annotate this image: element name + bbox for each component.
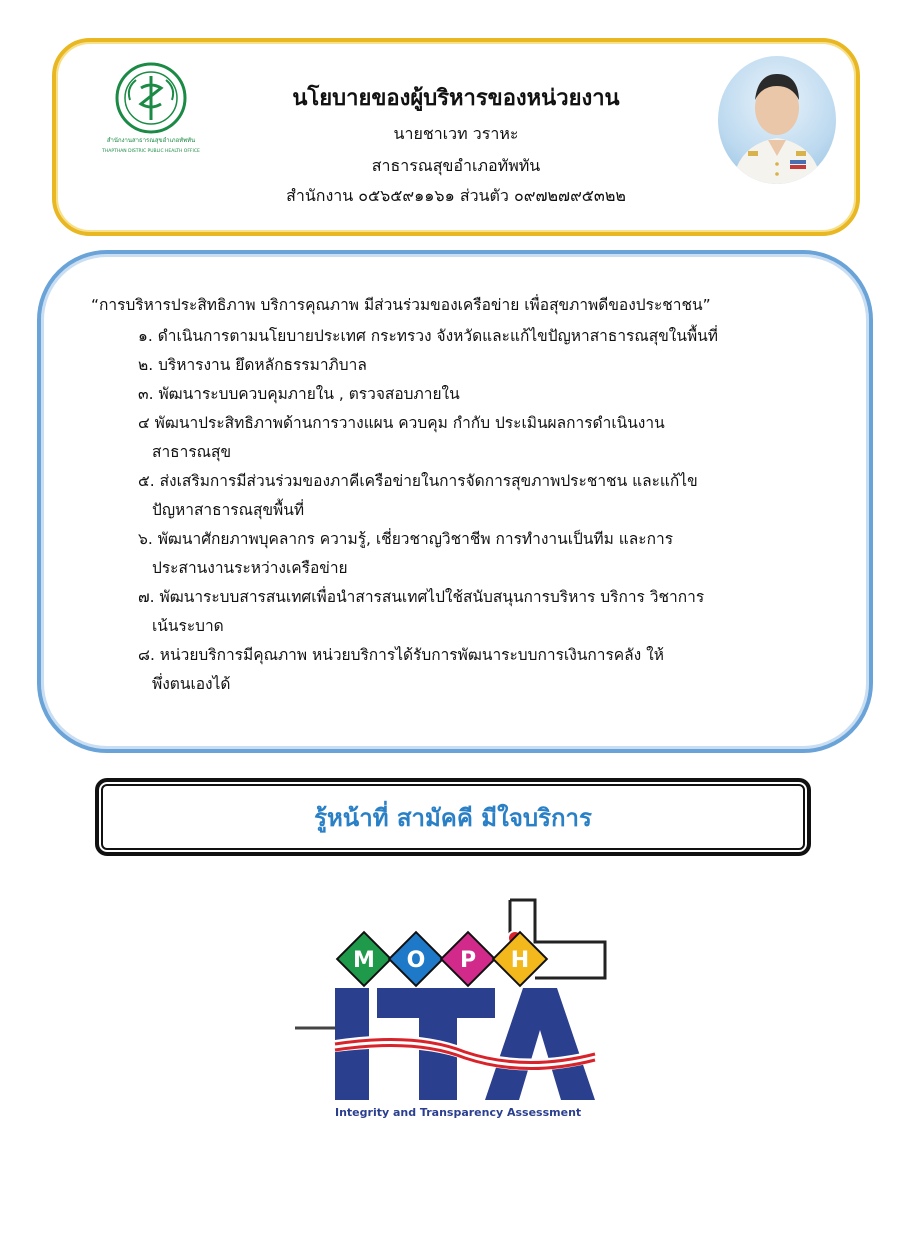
ita-letters [335, 988, 595, 1100]
motto-text: รู้หน้าที่ สามัคคี มีใจบริการ [314, 803, 592, 832]
policy-item [138, 409, 838, 467]
policy-item [138, 380, 838, 409]
policy-item [138, 351, 838, 380]
policy-item [138, 467, 838, 525]
policy-item-continuation: สาธารณสุข [152, 443, 232, 461]
svg-text:สำนักงานสาธารณสุขอำเภอทัพทัน: สำนักงานสาธารณสุขอำเภอทัพทัน [106, 137, 196, 144]
moph-diamonds [337, 932, 547, 986]
policy-item-text: ๒. บริหารงาน ยึดหลักธรรมาภิบาล [138, 356, 367, 374]
svg-text:THAPTHAN DISTRIC PUBLIC HEALTH: THAPTHAN DISTRIC PUBLIC HEALTH OFFICE [102, 149, 200, 154]
policy-item-continuation: ปัญหาสาธารณสุขพื้นที่ [152, 501, 305, 519]
policy-item-continuation: พึ่งตนเองได้ [152, 675, 231, 693]
portrait-illustration [718, 56, 836, 184]
header-title: นโยบายของผู้บริหารของหน่วยงาน [292, 86, 620, 111]
policy-item-text: ๓. พัฒนาระบบควบคุมภายใน , ตรวจสอบภายใน [138, 385, 460, 403]
header-box [52, 38, 860, 236]
phone-line: สำนักงาน ๐๕๖๕๙๑๑๖๑ ส่วนตัว ๐๙๗๒๗๙๕๓๒๒ [286, 186, 626, 205]
policy-item-continuation: ประสานงานระหว่างเครือข่าย [152, 559, 348, 577]
policy-item-text: ๖. พัฒนาศักยภาพบุคลากร ความรู้, เชี่ยวชาญวิชาชีพ การทำงานเป็นทีม และการ [138, 530, 674, 548]
policy-item [138, 583, 838, 641]
ita-caption: Integrity and Transparency Assessment [335, 1106, 582, 1119]
ita-moph-logo [295, 890, 615, 1130]
vision-statement: “การบริหารประสิทธิภาพ บริการคุณภาพ มีส่วนร่วมของเครือข่าย เพื่อสุขภาพดีของประชาชน” [91, 296, 711, 314]
motto-box [95, 778, 811, 856]
policy-item [138, 525, 838, 583]
policy-item-text: ๕. ส่งเสริมการมีส่วนร่วมของภาคีเครือข่ายในการจัดการสุขภาพประชาชน และแก้ไข [138, 472, 698, 490]
policy-item [138, 322, 838, 351]
moph-letter-p: P [459, 948, 477, 973]
policy-item-text: ๑. ดำเนินการตามนโยบายประเทศ กระทรวง จังหวัดและแก้ไขปัญหาสาธารณสุขในพื้นที่ [138, 327, 718, 345]
policy-item-text: ๗. พัฒนาระบบสารสนเทศเพื่อนำสารสนเทศไปใช้สนับสนุนการบริหาร บริการ วิชาการ [138, 588, 705, 606]
moph-letter-h: H [510, 948, 530, 973]
policy-item [138, 641, 838, 699]
policy-list [138, 322, 838, 699]
policy-item-text: ๔ พัฒนาประสิทธิภาพด้านการวางแผน ควบคุม กำกับ ประเมินผลการดำเนินงาน [138, 414, 665, 432]
director-name: นายชาเวท วราหะ [393, 124, 519, 143]
policy-item-continuation: เน้นระบาด [152, 617, 224, 635]
moph-letter-m: M [353, 948, 375, 973]
policy-item-text: ๘. หน่วยบริการมีคุณภาพ หน่วยบริการได้รับการพัฒนาระบบการเงินการคลัง ให้ [138, 646, 664, 664]
director-photo [718, 56, 836, 184]
policy-box [37, 250, 873, 753]
ministry-logo [86, 58, 216, 158]
office-name: สาธารณสุขอำเภอทัพทัน [371, 156, 541, 175]
moph-letter-o: O [406, 948, 426, 973]
